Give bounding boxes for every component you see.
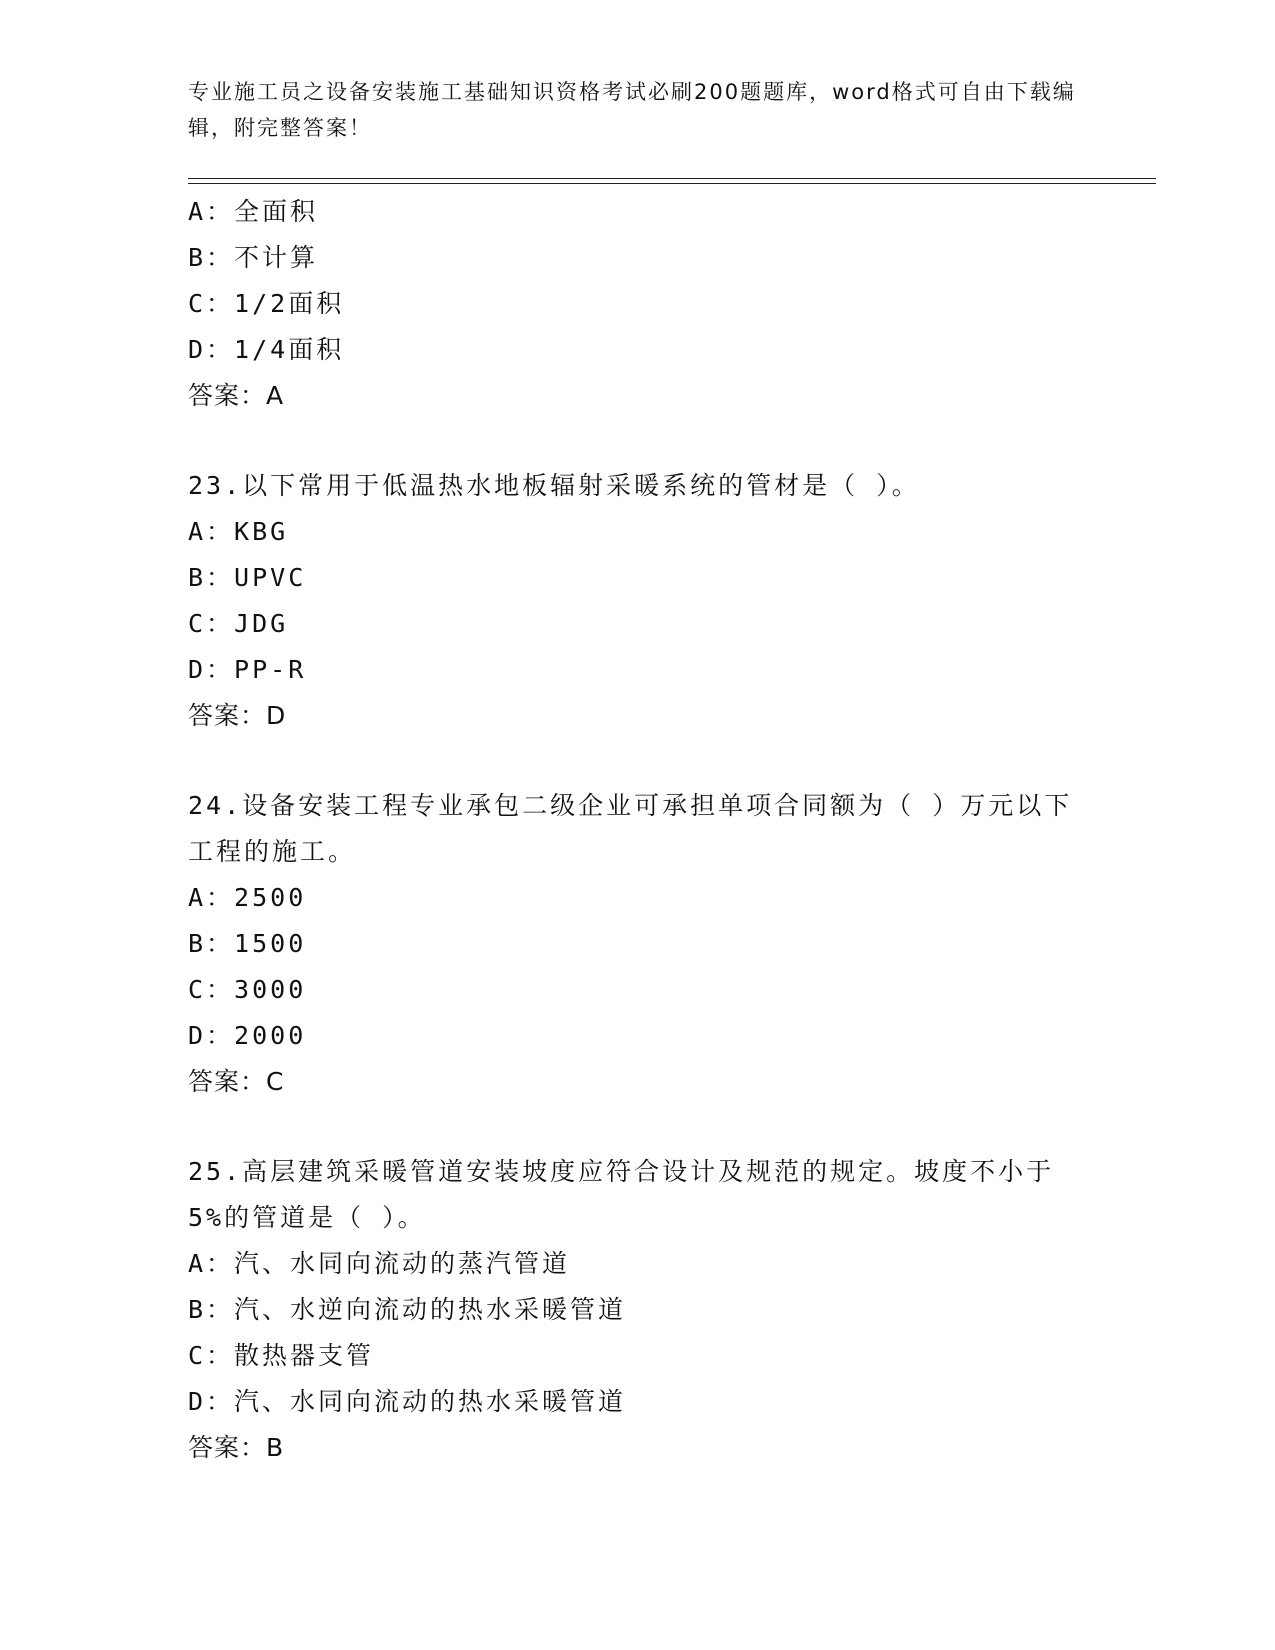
question-stem: 25.高层建筑采暖管道安装坡度应符合设计及规范的规定。坡度不小于5%的管道是（ ）。	[188, 1157, 1055, 1232]
option-a: A：全面积	[188, 197, 319, 226]
document-header: 专业施工员之设备安装施工基础知识资格考试必刷200题题库，word格式可自由下载编辑，附完整答案！	[188, 80, 1076, 140]
spacer	[188, 739, 1088, 783]
question-24	[188, 783, 1088, 1105]
option-d: D：汽、水同向流动的热水采暖管道	[188, 1387, 627, 1416]
answer-line: 答案：C	[188, 1067, 285, 1096]
answer-line: 答案：B	[188, 1433, 285, 1462]
header-divider-top	[188, 178, 1156, 179]
option-a: A：2500	[188, 883, 307, 912]
option-a: A：KBG	[188, 517, 289, 546]
option-a: A：汽、水同向流动的蒸汽管道	[188, 1249, 571, 1278]
header-divider-bottom	[188, 183, 1156, 184]
option-c: C：JDG	[188, 609, 289, 638]
spacer	[188, 419, 1088, 463]
question-25	[188, 1149, 1088, 1471]
spacer	[188, 1105, 1088, 1149]
option-b: B：1500	[188, 929, 307, 958]
question-23	[188, 463, 1088, 739]
question-stem: 24.设备安装工程专业承包二级企业可承担单项合同额为（ ）万元以下工程的施工。	[188, 791, 1073, 866]
option-d: D：1/4面积	[188, 335, 345, 364]
question-continued	[188, 189, 1088, 419]
option-b: B：汽、水逆向流动的热水采暖管道	[188, 1295, 627, 1324]
answer-line: 答案：D	[188, 701, 287, 730]
option-b: B：不计算	[188, 243, 319, 272]
option-c: C：3000	[188, 975, 307, 1004]
option-d: D：2000	[188, 1021, 307, 1050]
question-stem: 23.以下常用于低温热水地板辐射采暖系统的管材是（ ）。	[188, 471, 920, 500]
question-list	[188, 189, 1088, 1471]
option-c: C：1/2面积	[188, 289, 345, 318]
answer-line: 答案：A	[188, 381, 285, 410]
option-c: C：散热器支管	[188, 1341, 375, 1370]
option-b: B：UPVC	[188, 563, 307, 592]
option-d: D：PP-R	[188, 655, 307, 684]
